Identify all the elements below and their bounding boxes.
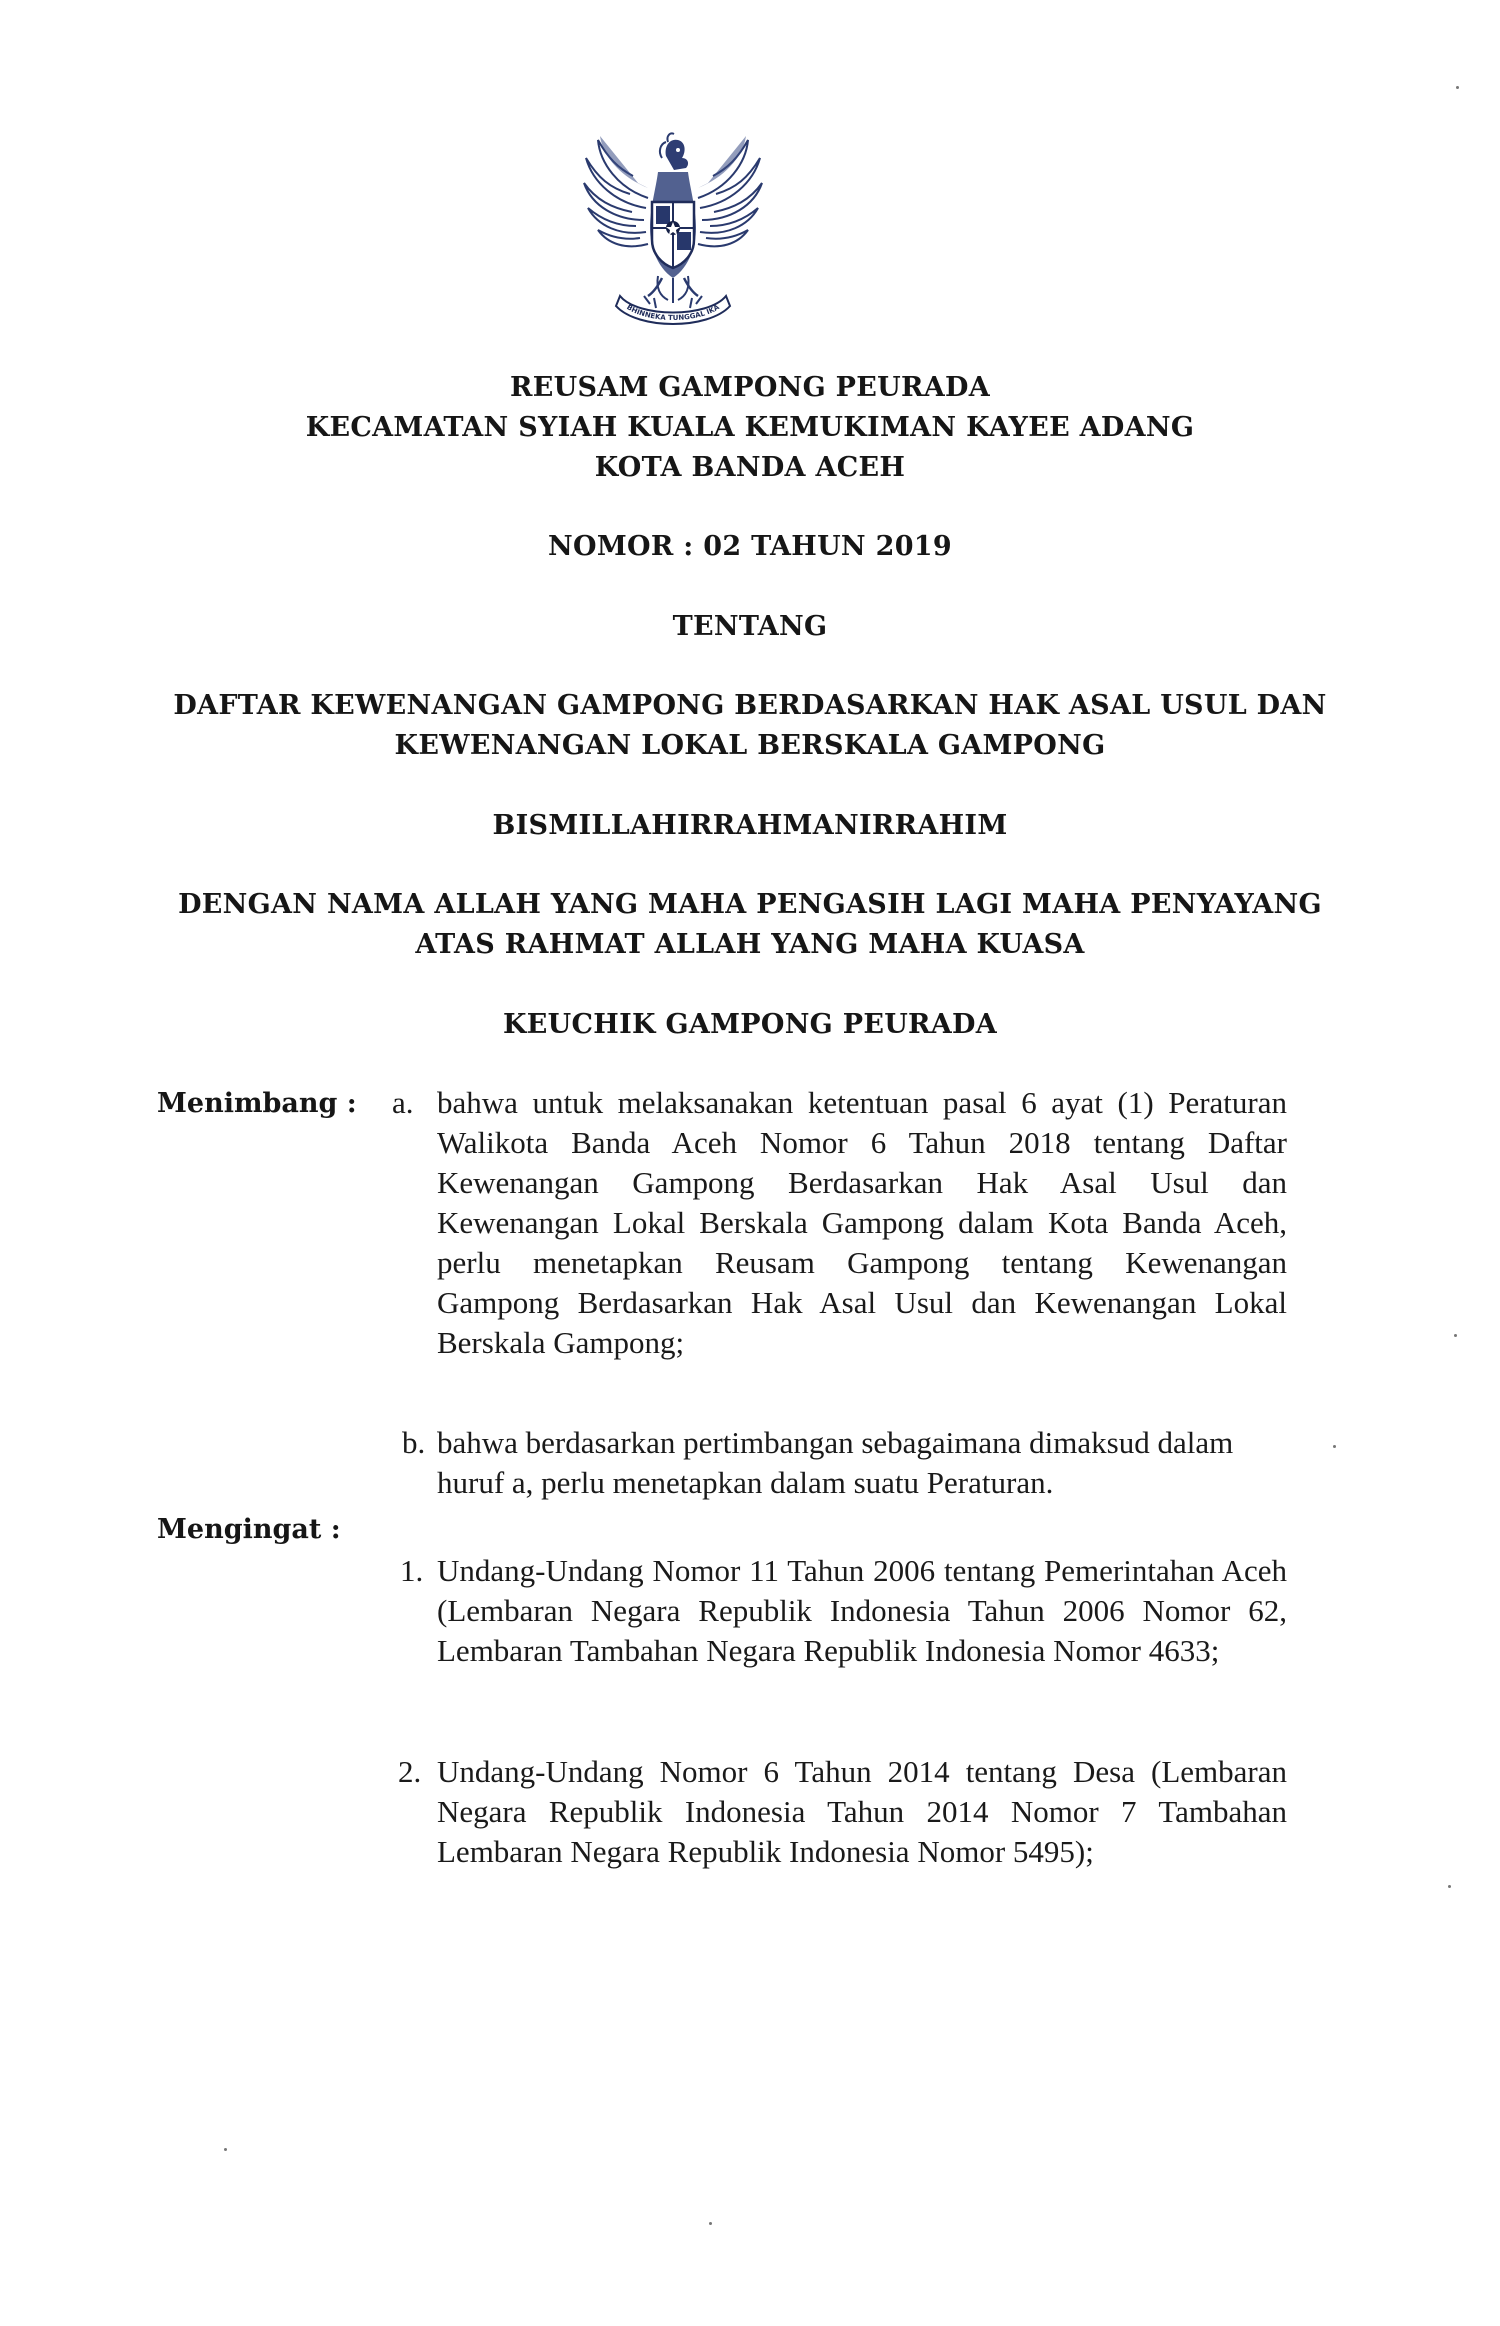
menimbang-item-a-text: bahwa untuk melaksanakan ketentuan pasal 6 ayat (1) Peraturan Walikota Banda Aceh Nomor 6 Tahun 2018 tentang Daftar Kewenangan Gampong Berdasarkan Hak Asal Usul dan Kewenangan Lokal Berskala Gampong dalam Kota Banda Aceh, perlu menetapkan Reusam Gampong tentang Kewenangan Gampong Berdasarkan Hak Asal Usul dan Kewenangan Lokal Berskala Gampong; (437, 1085, 1287, 1360)
invocation-line-2: ATAS RAHMAT ALLAH YANG MAHA KUASA (415, 929, 1085, 960)
menimbang-item-b-text: bahwa berdasarkan pertimbangan sebagaimana dimaksud dalam huruf a, perlu menetapkan dalam suatu Peraturan. (437, 1425, 1234, 1500)
scan-speck (224, 2148, 227, 2151)
scan-speck (1454, 1334, 1457, 1337)
authority-heading: KEUCHIK GAMPONG PEURADA (502, 1009, 998, 1040)
scan-speck (1448, 1885, 1451, 1888)
menimbang-item-a-marker: a. (392, 1085, 414, 1120)
mengingat-item-1-text: Undang-Undang Nomor 11 Tahun 2006 tentang Pemerintahan Aceh (Lembaran Negara Republik Indonesia Tahun 2006 Nomor 62, Lembaran Tambahan Negara Republik Indonesia Nomor 4633; (437, 1553, 1287, 1668)
mengingat-item-2-text: Undang-Undang Nomor 6 Tahun 2014 tentang Desa (Lembaran Negara Republik Indonesia Tahun 2014 Nomor 7 Tambahan Lembaran Negara Republik Indonesia Nomor 5495); (437, 1754, 1287, 1869)
garuda-emblem-icon (578, 128, 768, 333)
document-subject (0, 686, 1500, 766)
mengingat-item-1-marker: 1. (400, 1553, 424, 1588)
mengingat-label: Mengingat : (157, 1514, 341, 1545)
title-line-1: REUSAM GAMPONG PEURADA (510, 372, 990, 403)
document-number: NOMOR : 02 TAHUN 2019 (548, 531, 952, 562)
scan-speck (709, 2222, 712, 2225)
menimbang-item-b-marker: b. (402, 1425, 426, 1460)
document-title (0, 368, 1500, 488)
menimbang-label: Menimbang : (157, 1088, 357, 1119)
emblem-motto: BHINNEKA TUNGGAL IKA (625, 303, 721, 323)
scan-speck (1456, 86, 1459, 89)
mengingat-item-2-marker: 2. (398, 1754, 422, 1789)
invocation-line-1: DENGAN NAMA ALLAH YANG MAHA PENGASIH LAGI MAHA PENYAYANG (178, 889, 1322, 920)
invocation (0, 885, 1500, 965)
scan-speck (1333, 1445, 1336, 1448)
basmalah: BISMILLAHIRRAHMANIRRAHIM (492, 810, 1008, 841)
title-line-2: KECAMATAN SYIAH KUALA KEMUKIMAN KAYEE ADANG (305, 412, 1195, 443)
subject-line-1: DAFTAR KEWENANGAN GAMPONG BERDASARKAN HAK ASAL USUL DAN (173, 690, 1327, 721)
title-line-3: KOTA BANDA ACEH (594, 452, 906, 483)
about-heading: TENTANG (672, 611, 828, 642)
subject-line-2: KEWENANGAN LOKAL BERSKALA GAMPONG (394, 730, 1106, 761)
